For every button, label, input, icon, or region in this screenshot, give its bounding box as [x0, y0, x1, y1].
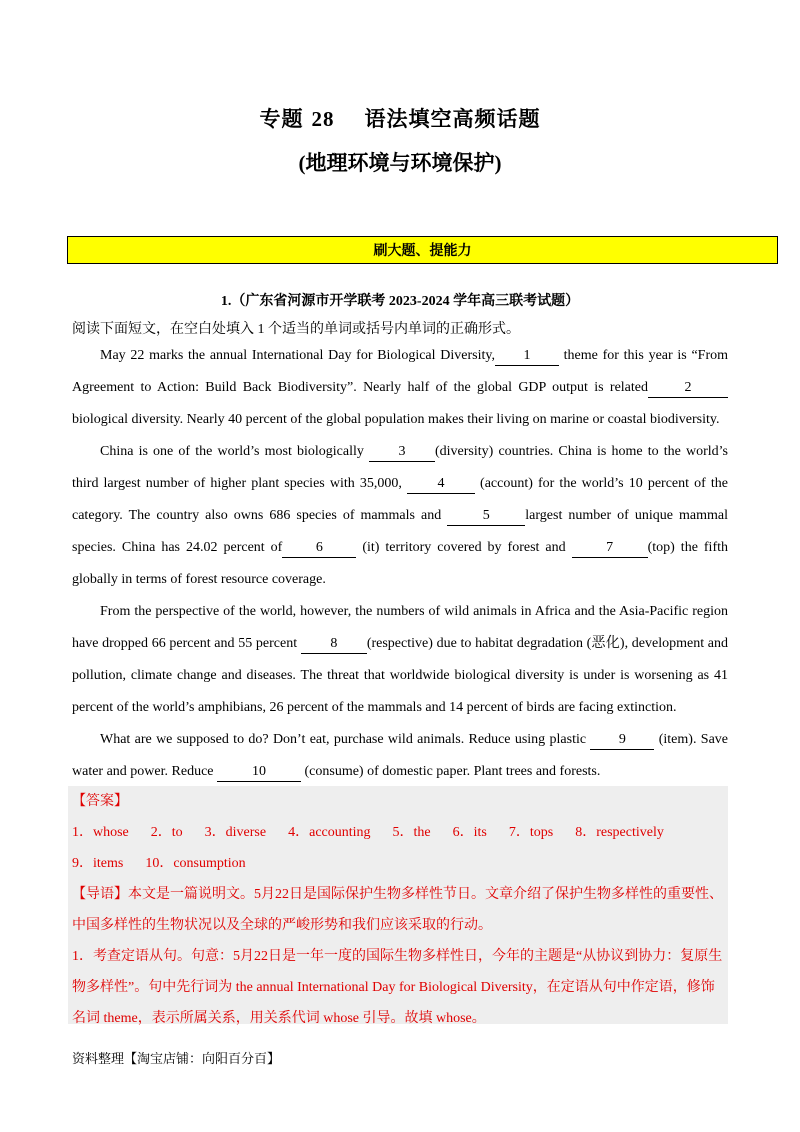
title-topic: 语法填空高频话题: [364, 107, 541, 131]
answer-item: 3．diverse: [204, 825, 267, 840]
answer-item: 6．its: [452, 825, 487, 840]
question-instruction: 阅读下面短文，在空白处填入 1 个适当的单词或括号内单词的正确形式。: [72, 322, 520, 337]
answer-item: 1．whose: [72, 825, 129, 840]
answer-guide: 【导语】本文是一篇说明文。5月22日是国际保护生物多样性节日。文章介绍了保护生物多样性的重要性、中国多样性的生物状况以及全球的严峻形势和我们应该采取的行动。: [72, 887, 723, 933]
blank-2: 2: [648, 379, 728, 398]
text-run: (respective) due to habitat degradation (恶化), development and pollution, climate change and diseases. The threat that worldwide biological diversity is under is worsening as 41 percent of the world’s amphibians, 26 percent of the mammals and 14 percent of birds are facing extinction.: [72, 636, 729, 715]
blank-4: 4: [407, 475, 475, 494]
text-run: (top) the fifth globally in terms of forest resource coverage.: [72, 540, 729, 587]
blank-5: 5: [447, 507, 525, 526]
title-number: 28: [311, 107, 335, 131]
answer-row-1: [72, 817, 724, 848]
blank-7: 7: [572, 539, 648, 558]
page-title: [0, 103, 800, 133]
text-run: (it) territory covered by forest and: [356, 540, 572, 555]
answer-item: 4．accounting: [288, 825, 371, 840]
answer-item: 8．respectively: [575, 825, 664, 840]
blank-8: 8: [301, 635, 367, 654]
paragraph-2: [72, 436, 728, 596]
text-run: biological diversity. Nearly 40 percent of the global population makes their living on marine or coastal biodiversity.: [72, 412, 720, 427]
text-run: China is one of the world’s most biologically: [100, 444, 369, 459]
text-run: (account) for the world’s 10 percent of the category. The country also owns 686 species of mammals and: [72, 476, 728, 523]
answer-item: 5．the: [392, 825, 431, 840]
text-run: (item). Save water and power. Reduce: [72, 732, 728, 779]
answer-item: 10．consumption: [145, 856, 246, 871]
title-prefix: 专题: [259, 107, 304, 131]
answer-item: 9．items: [72, 856, 124, 871]
blank-10: 10: [217, 763, 301, 782]
answer-item: 2．to: [150, 825, 183, 840]
answer-box: [68, 786, 728, 1024]
question-header: 1.（广东省河源市开学联考 2023-2024 学年高三联考试题）: [220, 294, 580, 309]
text-run: (consume) of domestic paper. Plant trees and forests.: [301, 764, 601, 779]
section-banner: 刷大题、提能力: [67, 236, 778, 264]
blank-3: 3: [369, 443, 435, 462]
answer-label: 【答案】: [72, 794, 128, 809]
page-footer: 资料整理【淘宝店铺：向阳百分百】: [72, 1051, 281, 1066]
answer-item: 7．tops: [508, 825, 554, 840]
paragraph-4: [72, 724, 728, 788]
blank-9: 9: [590, 731, 654, 750]
blank-1: 1: [495, 347, 559, 366]
page-subtitle: (地理环境与环境保护): [298, 151, 502, 175]
answer-explanation: 1．考查定语从句。句意：5月22日是一年一度的国际生物多样性日，今年的主题是“从协议到协力：复原生物多样性”。句中先行词为 the annual International Day for Biological Diversity，在定语从句中作定语，修饰名词 theme，表示所属关系，用关系代词 whose 引导。故填 whose。: [72, 949, 723, 1026]
text-run: May 22 marks the annual International Day for Biological Diversity,: [100, 348, 495, 363]
blank-6: 6: [282, 539, 356, 558]
text-run: largest number of unique mammal species. China has 24.02 percent of: [72, 508, 728, 555]
paragraph-3: [72, 596, 728, 724]
paragraph-1: [72, 340, 728, 436]
answer-row-2: [72, 848, 724, 879]
text-run: From the perspective of the world, however, the numbers of wild animals in Africa and the Asia-Pacific region have dropped 66 percent and 55 percent: [72, 604, 728, 651]
text-run: What are we supposed to do? Don’t eat, purchase wild animals. Reduce using plastic: [100, 732, 591, 747]
text-run: theme for this year is “From Agreement to Action: Build Back Biodiversity”. Nearly half of the global GDP output is related: [72, 348, 728, 395]
text-run: (diversity) countries. China is home to the world’s third largest number of higher plant species with 35,000,: [72, 444, 728, 491]
passage: [72, 340, 728, 788]
